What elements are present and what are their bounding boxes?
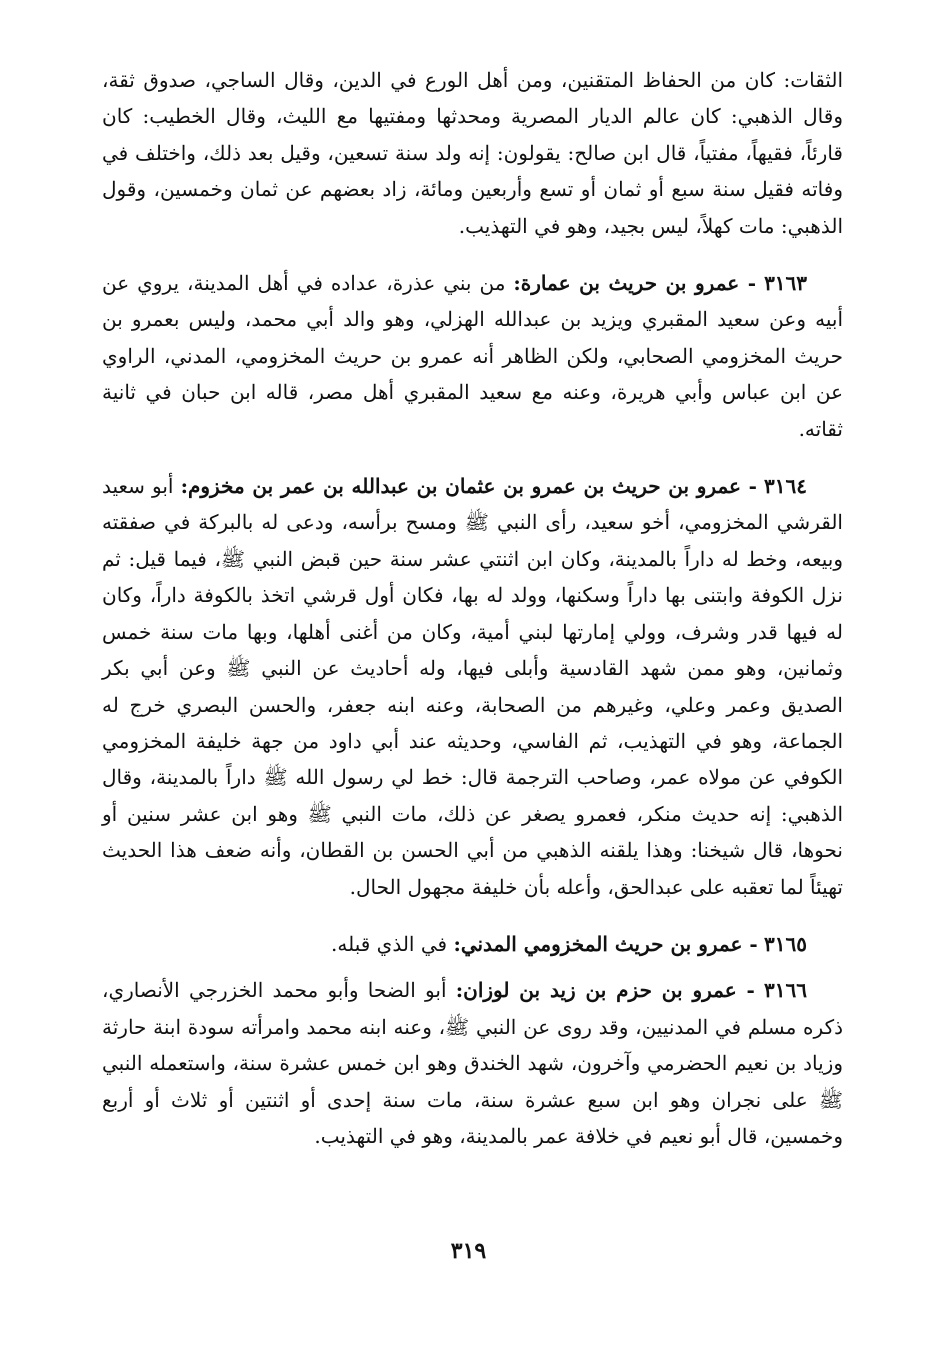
entry-body: في الذي قبله. [331, 931, 448, 956]
page-number: ٣١٩ [450, 1238, 487, 1264]
entry-number: ٣١٦٣ [764, 271, 808, 296]
entry-number: ٣١٦٤ [764, 474, 808, 499]
entry-number: ٣١٦٦ [764, 978, 807, 1003]
continuation-paragraph: الثقات: كان من الحفاظ المتقنين، ومن أهل الورع في الدين، وقال الساجي، صدوق ثقة، وقال الذهبي: كان عالم الديار المصرية ومحدثها ومفتيها مع الليث، وقال الخطيب: كان قارئاً، فقيهاً، مفتياً، قال ابن صالح: يقولون: إنه ولد سنة تسعين، وقيل بعد ذلك، واختلف في وفاته فقيل سنة سبع أو ثمان أو تسع وأربعين ومائة، زاد بعضهم عن ثمان وخمسين، وقول الذهبي: مات كهلاً، ليس بجيد، وهو في التهذيب. [102, 68, 843, 238]
entry-heading: - عمرو بن حريث المخزومي المدني: [453, 931, 758, 956]
entry-heading: - عمرو بن حريث بن عمارة: [513, 271, 757, 296]
entry-body: أبو سعيد القرشي المخزومي، أخو سعيد، رأى النبي ﷺ ومسح برأسه، ودعى له بالبركة في صفقته وبيعه، وخط له داراً بالمدينة، وكان ابن اثنتي عشر سنة حين قبض النبي ﷺ، فيما قيل: ثم نزل الكوفة وابتنى بها داراً وسكنها، وولد له بها، فكان أول قرشي اتخذ بالكوفة داراً، وكان له فيها قدر وشرف، وولي إمارتها لبني أمية، وكان من أغنى أهلها، وبها مات سنة خمس وثمانين، وهو ممن شهد القادسية وأبلى فيها، وله أحاديث عن النبي ﷺ وعن أبي بكر الصديق وعمر وعلي، وغيرهم من الصحابة، وعنه ابنه جعفر، والحسن البصري خرج له الجماعة، وهو في التهذيب، ثم الفاسي، وحديثه عند أبي داود من جهة خليفة المخزومي الكوفي عن مولاه عمر، وصاحب الترجمة قال: خط لي رسول الله ﷺ داراً بالمدينة، وقال الذهبي: إنه حديث منكر، فعمرو يصغر عن ذلك، مات النبي ﷺ وهو ابن عشر سنين أو نحوها، قال شيخنا: وهذا يلقنه الذهبي من أبي الحسن بن القطان، وأنه ضعف هذا الحديث تهيئاً لما تعقبه على عبدالحق، وأعله بأن خليفة مجهول الحال. [102, 474, 843, 899]
entry-heading: - عمرو بن حزم بن زيد بن لوزان: [455, 978, 755, 1003]
entry-number: ٣١٦٥ [764, 931, 807, 956]
entry-heading: - عمرو بن حريث بن عمرو بن عثمان بن عبدالله بن عمر بن مخزوم: [180, 474, 757, 499]
entry-body: من بني عذرة، عداده في أهل المدينة، يروي عن أبيه وعن سعيد المقبري ويزيد بن عبدالله الهزلي، وهو والد أبي محمد، وليس بعمرو بن حريث المخزومي الصحابي، ولكن الظاهر أنه عمرو بن حريث المخزومي، المدني، الراوي عن ابن عباس وأبي هريرة، وعنه مع سعيد المقبري أهل مصر، قاله ابن حبان في ثانية ثقاته. [102, 271, 843, 441]
entry-body: أبو الضحا وأبو محمد الخزرجي الأنصاري، ذكره مسلم في المدنيين، وقد روى عن النبي ﷺ، وعنه ابنه محمد وامرأته سودة ابنة حارثة وزياد بن نعيم الحضرمي وآخرون، شهد الخندق وهو ابن خمس عشرة سنة، واستعمله النبي ﷺ على نجران وهو ابن سبع عشرة سنة، مات سنة إحدى أو اثنتين أو ثلاث أو أربع وخمسين، قال أبو نعيم في خلافة عمر بالمدينة، وهو في التهذيب. [102, 978, 843, 1148]
entry-3166 [102, 972, 843, 1154]
entry-3164 [102, 468, 843, 905]
entry-3163 [102, 265, 843, 447]
entry-3165 [102, 926, 843, 962]
